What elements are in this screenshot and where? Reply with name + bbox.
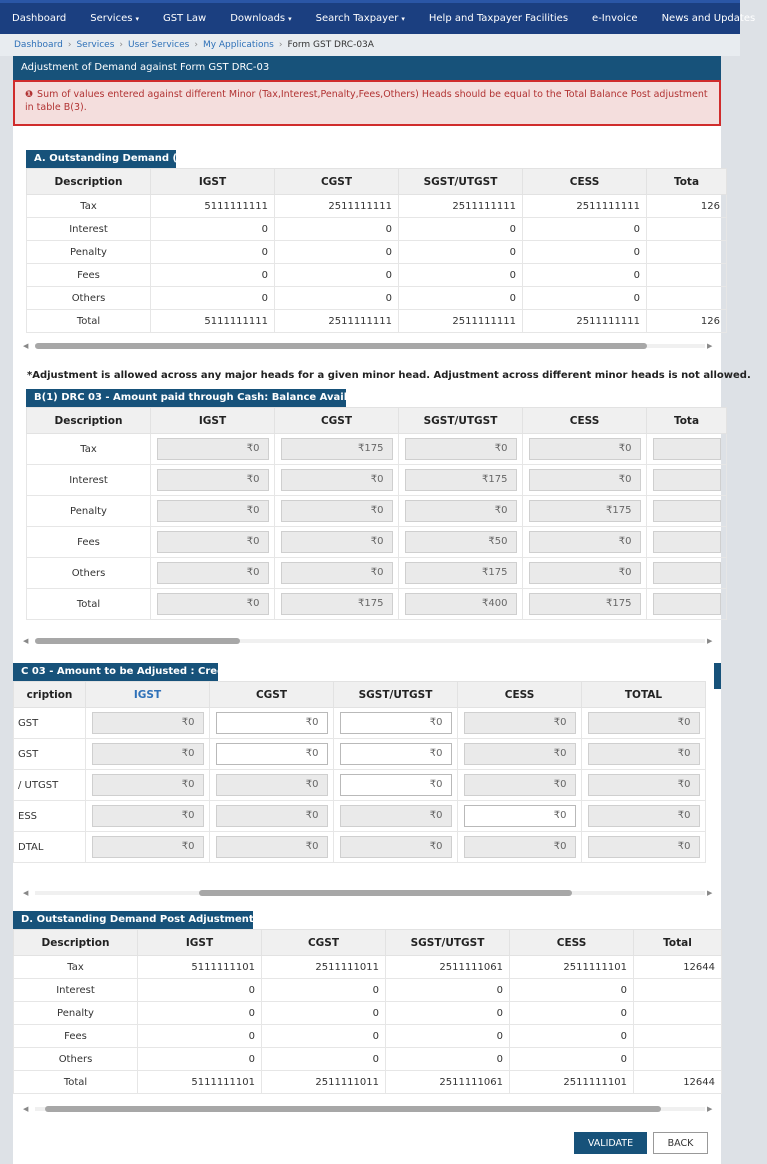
column-header: CGST: [210, 682, 334, 708]
row-label: Tax: [27, 434, 151, 465]
row-label: Others: [27, 558, 151, 589]
amount-field: ₹175: [281, 438, 393, 460]
row-label: Total: [27, 589, 151, 620]
table-cell: 2511111111: [275, 195, 399, 218]
table-cell: 0: [151, 218, 275, 241]
table-row: [14, 1048, 722, 1071]
table-row: [27, 310, 727, 333]
table-row: [27, 496, 727, 527]
table-cell: 0: [262, 1025, 386, 1048]
amount-field: ₹0: [464, 743, 576, 765]
row-label: Fees: [27, 264, 151, 287]
amount-field: ₹0: [464, 712, 576, 734]
amount-field: ₹0: [529, 531, 641, 553]
scroll-right-arrow[interactable]: ▶: [707, 889, 713, 897]
table-cell: 0: [510, 1002, 634, 1025]
column-header: SGST/UTGST: [334, 682, 458, 708]
scroll-right-arrow[interactable]: ▶: [707, 342, 713, 350]
column-header: Total: [634, 930, 722, 956]
row-label: Fees: [27, 527, 151, 558]
breadcrumb: [0, 34, 740, 56]
table-cell: [634, 1002, 722, 1025]
breadcrumb-separator: ›: [194, 40, 198, 50]
table-cell: 2511111111: [523, 195, 647, 218]
table-cell: 0: [399, 264, 523, 287]
form-card: [13, 56, 751, 1164]
table-cell: 12644: [634, 956, 722, 979]
amount-field: ₹0: [92, 805, 204, 827]
nav-item-search-taxpayer[interactable]: [304, 3, 417, 34]
column-header: SGST/UTGST: [399, 408, 523, 434]
table-cell: [647, 241, 727, 264]
amount-field: ₹0: [157, 531, 269, 553]
back-button[interactable]: BACK: [653, 1132, 708, 1154]
table-title: B(1) DRC 03 - Amount paid through Cash: Balance Available (₹): [26, 389, 346, 407]
row-label: Interest: [14, 979, 138, 1002]
table-cell: 0: [510, 1025, 634, 1048]
row-label: Tax: [14, 956, 138, 979]
column-header: CESS: [523, 408, 647, 434]
amount-field: ₹0: [405, 500, 517, 522]
table-cell: 0: [275, 218, 399, 241]
scroll-thumb[interactable]: [45, 1106, 661, 1112]
amount-field: [653, 562, 721, 584]
chevron-down-icon: ▾: [135, 15, 139, 23]
nav-item-label: GST Law: [162, 13, 207, 24]
column-header: IGST: [151, 169, 275, 195]
table-cell: 2511111011: [262, 956, 386, 979]
amount-field: ₹0: [588, 805, 700, 827]
form-header: Adjustment of Demand against Form GST DRC-03: [13, 56, 721, 80]
column-header: CESS: [523, 169, 647, 195]
table-title: C 03 - Amount to be Adjusted : Credit (₹): [13, 663, 218, 681]
table-cell: [647, 218, 727, 241]
table-cell: 2511111061: [386, 1071, 510, 1094]
table-cell: 0: [523, 264, 647, 287]
amount-field: ₹50: [405, 531, 517, 553]
table-cell: 12644: [634, 1071, 722, 1094]
table-cell: 0: [151, 287, 275, 310]
error-icon: ❶: [25, 89, 34, 100]
table-cell: 5111111101: [138, 1071, 262, 1094]
table-row: [27, 558, 727, 589]
scroll-right-arrow[interactable]: ▶: [707, 637, 713, 645]
amount-field: ₹0: [281, 500, 393, 522]
row-label: GST: [14, 708, 86, 739]
table-row: [27, 465, 727, 496]
table-cell: 0: [386, 979, 510, 1002]
column-header: Description: [14, 930, 138, 956]
breadcrumb-separator: ›: [119, 40, 123, 50]
table-cell: 0: [151, 264, 275, 287]
breadcrumb-separator: ›: [278, 40, 283, 50]
table-row: [27, 264, 727, 287]
table-cell: 0: [399, 241, 523, 264]
amount-field: ₹175: [529, 500, 641, 522]
amount-input[interactable]: ₹0: [464, 805, 576, 827]
table-row: [14, 739, 706, 770]
amount-field: ₹0: [157, 469, 269, 491]
table-cell: 0: [510, 1048, 634, 1071]
amount-input[interactable]: ₹0: [216, 743, 328, 765]
column-header: CGST: [275, 408, 399, 434]
amount-field: ₹0: [464, 836, 576, 858]
amount-field: [653, 531, 721, 553]
table-row: [14, 1071, 722, 1094]
table-row: [27, 434, 727, 465]
breadcrumb-link[interactable]: Services: [76, 40, 115, 50]
table-cell: 0: [386, 1002, 510, 1025]
row-label: ESS: [14, 801, 86, 832]
amount-field: ₹0: [157, 562, 269, 584]
amount-field: ₹400: [405, 593, 517, 615]
nav-item-label: Services: [90, 13, 133, 24]
amount-field: ₹0: [281, 562, 393, 584]
amount-field: ₹0: [92, 743, 204, 765]
scroll-left-arrow[interactable]: ◀: [23, 1105, 29, 1113]
table-cell: 0: [275, 287, 399, 310]
column-header: Description: [27, 169, 151, 195]
column-header: Tota: [647, 169, 727, 195]
amount-input[interactable]: ₹0: [340, 743, 452, 765]
table-title: A. Outstanding Demand (₹): [26, 150, 176, 168]
table-cell: [647, 287, 727, 310]
table-row: [14, 770, 706, 801]
table-c-scrollbar[interactable]: [13, 887, 721, 899]
table-c-edge: [714, 663, 721, 689]
table-cell: 0: [262, 979, 386, 1002]
nav-item-gst-law[interactable]: [151, 3, 218, 34]
amount-field: ₹0: [529, 562, 641, 584]
amount-field: ₹0: [405, 438, 517, 460]
chevron-down-icon: ▾: [288, 15, 292, 23]
breadcrumb-separator: ›: [67, 40, 72, 50]
nav-item-news-and-updates[interactable]: [650, 3, 767, 34]
amount-field: [653, 593, 721, 615]
amount-field: [653, 469, 721, 491]
table-cell: 2511111101: [510, 1071, 634, 1094]
table-cell: [634, 979, 722, 1002]
row-label: Fees: [14, 1025, 138, 1048]
table-cell: 0: [151, 241, 275, 264]
table-row: [14, 708, 706, 739]
amount-field: ₹0: [529, 469, 641, 491]
row-label: GST: [14, 739, 86, 770]
table-row: [27, 527, 727, 558]
row-label: Others: [27, 287, 151, 310]
nav-item-label: e-Invoice: [592, 13, 638, 24]
scroll-right-arrow[interactable]: ▶: [707, 1105, 713, 1113]
table-row: [14, 832, 706, 863]
amount-field: ₹0: [340, 836, 452, 858]
table-row: [27, 241, 727, 264]
breadcrumb-link[interactable]: User Services: [128, 40, 190, 50]
table-row: [27, 287, 727, 310]
table-row: [14, 956, 722, 979]
table-cell: 0: [523, 218, 647, 241]
table-row: [14, 801, 706, 832]
column-header: CESS: [510, 930, 634, 956]
amount-input[interactable]: ₹0: [340, 712, 452, 734]
top-navigation: [0, 0, 756, 34]
amount-field: ₹0: [157, 500, 269, 522]
scroll-thumb[interactable]: [35, 343, 647, 349]
table-row: [27, 589, 727, 620]
amount-input[interactable]: ₹0: [340, 774, 452, 796]
amount-field: ₹175: [405, 469, 517, 491]
table-cell: 2511111101: [510, 956, 634, 979]
nav-item-label: Dashboard: [12, 13, 67, 24]
table-cell: 0: [399, 218, 523, 241]
amount-field: ₹0: [216, 836, 328, 858]
table-cell: 0: [386, 1048, 510, 1071]
amount-field: ₹175: [405, 562, 517, 584]
nav-item-help-and-taxpayer-facilities[interactable]: [417, 3, 580, 34]
amount-field: ₹0: [588, 774, 700, 796]
table-cell: 2511111111: [399, 195, 523, 218]
column-header: CESS: [458, 682, 582, 708]
table-b-scrollbar[interactable]: [13, 635, 721, 647]
table-d-scrollbar[interactable]: [13, 1103, 721, 1115]
table-cell: 0: [399, 287, 523, 310]
table-row: [14, 1025, 722, 1048]
amount-field: ₹0: [464, 774, 576, 796]
table-cell: 0: [138, 979, 262, 1002]
amount-input[interactable]: ₹0: [216, 712, 328, 734]
table-row: [14, 979, 722, 1002]
amount-field: ₹0: [281, 469, 393, 491]
amount-field: ₹0: [157, 438, 269, 460]
table-row: [27, 218, 727, 241]
table-cell: 126: [647, 195, 727, 218]
column-header: Description: [27, 408, 151, 434]
table-cell: 0: [262, 1048, 386, 1071]
table-cell: 2511111111: [523, 310, 647, 333]
amount-field: ₹0: [340, 805, 452, 827]
row-label: Total: [27, 310, 151, 333]
nav-item-downloads[interactable]: [218, 3, 303, 34]
scroll-left-arrow[interactable]: ◀: [23, 342, 29, 350]
table-cell: 0: [275, 241, 399, 264]
validate-button[interactable]: VALIDATE: [574, 1132, 647, 1154]
table-cell: 0: [523, 287, 647, 310]
amount-field: ₹0: [588, 743, 700, 765]
column-header: CGST: [262, 930, 386, 956]
table-cell: 5111111111: [151, 195, 275, 218]
table-cell: 5111111111: [151, 310, 275, 333]
column-header: SGST/UTGST: [399, 169, 523, 195]
table-cell: [634, 1025, 722, 1048]
breadcrumb-link[interactable]: Dashboard: [14, 40, 63, 50]
nav-item-label: Search Taxpayer: [315, 13, 399, 24]
table-cell: 0: [275, 264, 399, 287]
nav-item-label: Downloads: [230, 13, 286, 24]
nav-item-label: News and Updates: [661, 13, 756, 24]
table-cell: 0: [138, 1048, 262, 1071]
row-label: Penalty: [27, 241, 151, 264]
column-header: CGST: [275, 169, 399, 195]
table-cell: [634, 1048, 722, 1071]
scroll-left-arrow[interactable]: ◀: [23, 889, 29, 897]
breadcrumb-link[interactable]: My Applications: [202, 40, 274, 50]
breadcrumb-current: Form GST DRC-03A: [287, 40, 374, 50]
table-cell: 2511111061: [386, 956, 510, 979]
row-label: Tax: [27, 195, 151, 218]
row-label: Penalty: [14, 1002, 138, 1025]
row-label: Penalty: [27, 496, 151, 527]
column-header: IGST: [86, 682, 210, 708]
amount-field: [653, 438, 721, 460]
row-label: / UTGST: [14, 770, 86, 801]
amount-field: ₹0: [216, 805, 328, 827]
error-alert: [13, 80, 721, 126]
table-a-scrollbar[interactable]: [13, 340, 721, 352]
credit-adjustment-table: [13, 663, 714, 877]
table-cell: 0: [523, 241, 647, 264]
amount-field: ₹0: [92, 712, 204, 734]
table-cell: 2511111111: [399, 310, 523, 333]
amount-field: ₹0: [529, 438, 641, 460]
nav-item-services[interactable]: [78, 3, 151, 34]
amount-field: ₹175: [281, 593, 393, 615]
amount-field: ₹0: [588, 712, 700, 734]
column-header: IGST: [151, 408, 275, 434]
amount-field: ₹0: [216, 774, 328, 796]
table-cell: 126: [647, 310, 727, 333]
scroll-thumb[interactable]: [35, 638, 240, 644]
nav-item-label: Help and Taxpayer Facilities: [428, 13, 569, 24]
table-cell: 0: [138, 1025, 262, 1048]
cash-balance-table: [26, 389, 721, 625]
nav-item-e-invoice[interactable]: [580, 3, 650, 34]
table-cell: 2511111111: [275, 310, 399, 333]
table-cell: 0: [510, 979, 634, 1002]
error-message: Sum of values entered against different Minor (Tax,Interest,Penalty,Fees,Others) Heads should be equal to the Total Balance Post adjustment in table B(3).: [25, 89, 708, 113]
table-cell: 5111111101: [138, 956, 262, 979]
column-header: IGST: [138, 930, 262, 956]
scroll-left-arrow[interactable]: ◀: [23, 637, 29, 645]
row-label: Others: [14, 1048, 138, 1071]
row-label: DTAL: [14, 832, 86, 863]
amount-field: ₹0: [281, 531, 393, 553]
chevron-down-icon: ▾: [401, 15, 405, 23]
table-row: [14, 1002, 722, 1025]
table-cell: 0: [262, 1002, 386, 1025]
column-header: Tota: [647, 408, 727, 434]
column-header: TOTAL: [582, 682, 706, 708]
table-cell: [647, 264, 727, 287]
table-row: [27, 195, 727, 218]
adjustment-note: *Adjustment is allowed across any major heads for a given minor head. Adjustment across different minor heads is not allowed.: [27, 370, 751, 381]
amount-field: ₹0: [157, 593, 269, 615]
row-label: Interest: [27, 465, 151, 496]
nav-item-dashboard[interactable]: [0, 3, 78, 34]
table-cell: 0: [138, 1002, 262, 1025]
row-label: Interest: [27, 218, 151, 241]
amount-field: [653, 500, 721, 522]
table-title: D. Outstanding Demand Post Adjustment (₹): [13, 911, 253, 929]
row-label: Total: [14, 1071, 138, 1094]
table-cell: 2511111011: [262, 1071, 386, 1094]
column-header: cription: [14, 682, 86, 708]
outstanding-demand-table: [26, 150, 721, 332]
amount-field: ₹0: [92, 774, 204, 796]
amount-field: ₹0: [92, 836, 204, 858]
table-cell: 0: [386, 1025, 510, 1048]
scroll-thumb[interactable]: [199, 890, 572, 896]
post-adjustment-table: [13, 911, 721, 1093]
column-header: SGST/UTGST: [386, 930, 510, 956]
amount-field: ₹0: [588, 836, 700, 858]
amount-field: ₹175: [529, 593, 641, 615]
